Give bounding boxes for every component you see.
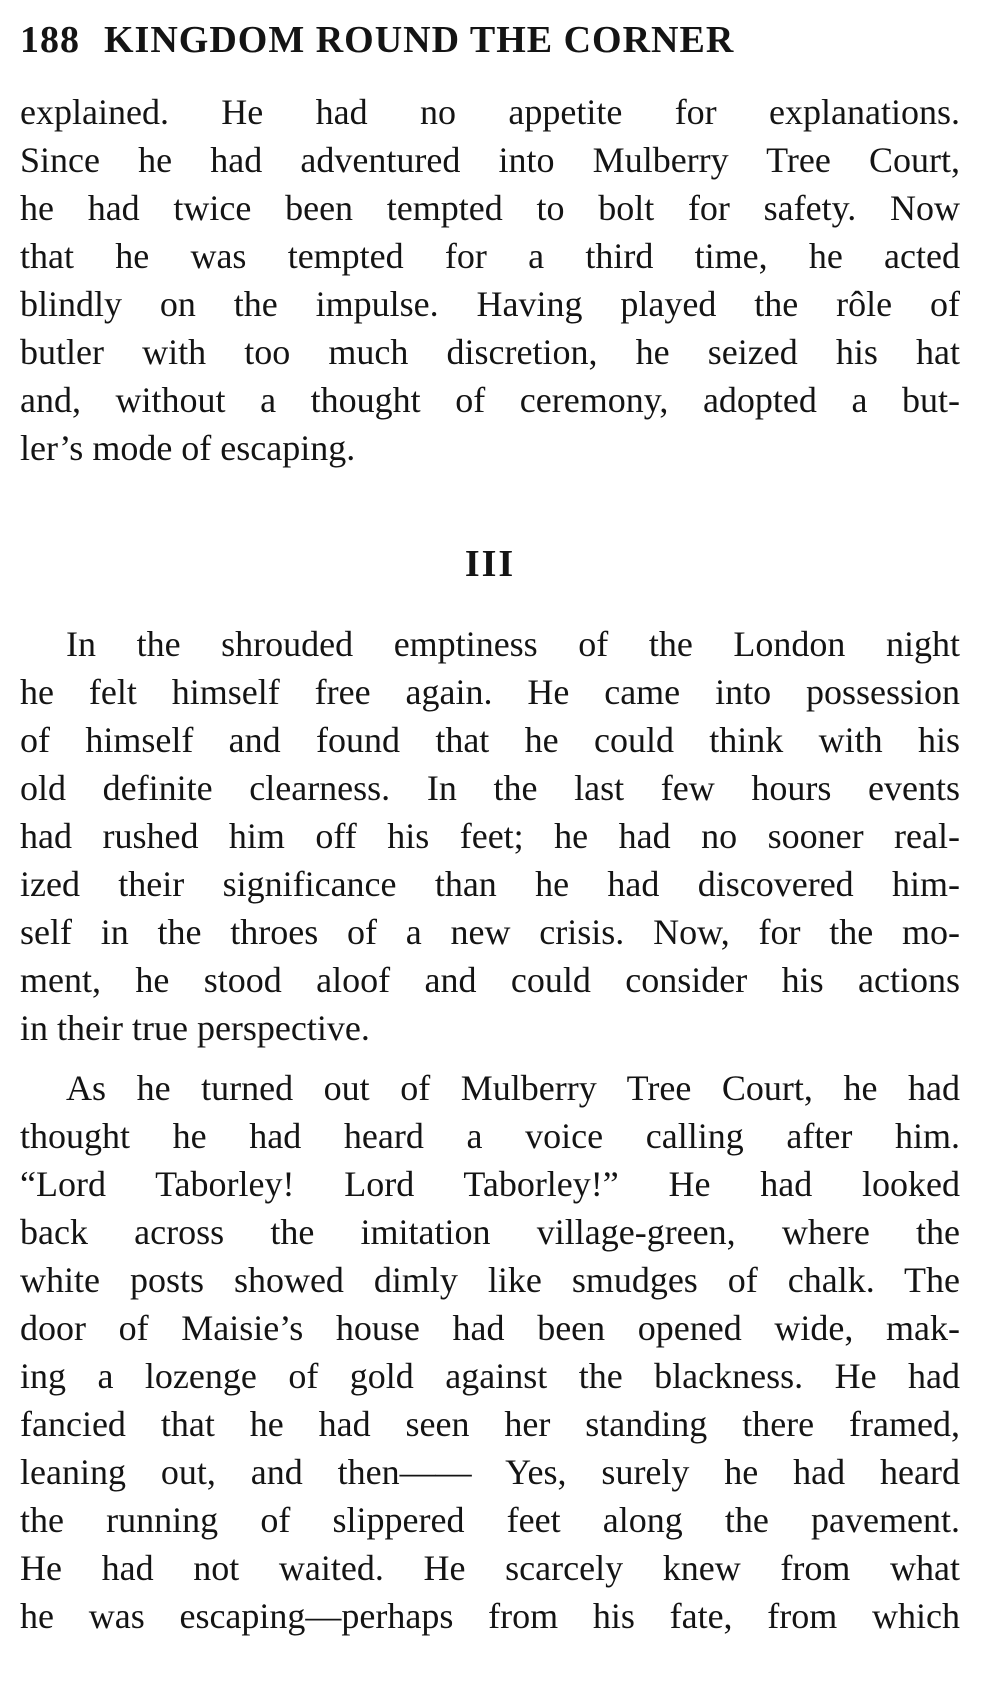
text-line: thought he had heard a voice calling after him. bbox=[20, 1116, 960, 1156]
text-line: explained. He had no appetite for explanations. bbox=[20, 92, 960, 132]
paragraph-continued bbox=[20, 88, 960, 472]
text-line: ized their significance than he had discovered him- bbox=[20, 864, 960, 904]
text-line: ler’s mode of escaping. bbox=[20, 428, 356, 468]
text-line: In the shrouded emptiness of the London night bbox=[66, 624, 960, 664]
running-title: KINGDOM ROUND THE CORNER bbox=[104, 19, 735, 61]
text-line: in their true perspective. bbox=[20, 1008, 370, 1048]
text-line: ment, he stood aloof and could consider his actions bbox=[20, 960, 960, 1000]
text-line: “Lord Taborley! Lord Taborley!” He had looked bbox=[20, 1164, 960, 1204]
text-line: he was escaping—perhaps from his fate, from which bbox=[20, 1596, 960, 1636]
text-line: old definite clearness. In the last few hours events bbox=[20, 768, 960, 808]
text-line: He had not waited. He scarcely knew from what bbox=[20, 1548, 960, 1588]
text-line: ing a lozenge of gold against the blackness. He had bbox=[20, 1356, 960, 1396]
text-line: leaning out, and then—— Yes, surely he had heard bbox=[20, 1452, 960, 1492]
text-line: the running of slippered feet along the pavement. bbox=[20, 1500, 960, 1540]
text-line: Since he had adventured into Mulberry Tree Court, bbox=[20, 140, 960, 180]
text-line: that he was tempted for a third time, he acted bbox=[20, 236, 960, 276]
text-line: door of Maisie’s house had been opened wide, mak- bbox=[20, 1308, 960, 1348]
text-line: and, without a thought of ceremony, adopted a but- bbox=[20, 380, 960, 420]
section-heading: III bbox=[464, 543, 516, 585]
text-line: had rushed him off his feet; he had no sooner real- bbox=[20, 816, 960, 856]
text-line: self in the throes of a new crisis. Now, for the mo- bbox=[20, 912, 960, 952]
page-number: 188 bbox=[20, 19, 80, 61]
text-line: back across the imitation village-green, where the bbox=[20, 1212, 960, 1252]
text-line: white posts showed dimly like smudges of chalk. The bbox=[20, 1260, 960, 1300]
running-head bbox=[20, 18, 960, 68]
text-line: As he turned out of Mulberry Tree Court, he had bbox=[66, 1068, 960, 1108]
text-line: fancied that he had seen her standing there framed, bbox=[20, 1404, 960, 1444]
paragraph bbox=[20, 1064, 960, 1640]
text-line: butler with too much discretion, he seized his hat bbox=[20, 332, 960, 372]
text-line: of himself and found that he could think with his bbox=[20, 720, 960, 760]
text-line: blindly on the impulse. Having played the rôle of bbox=[20, 284, 960, 324]
text-line: he had twice been tempted to bolt for safety. Now bbox=[20, 188, 960, 228]
paragraph bbox=[20, 620, 960, 1052]
text-line: he felt himself free again. He came into possession bbox=[20, 672, 960, 712]
